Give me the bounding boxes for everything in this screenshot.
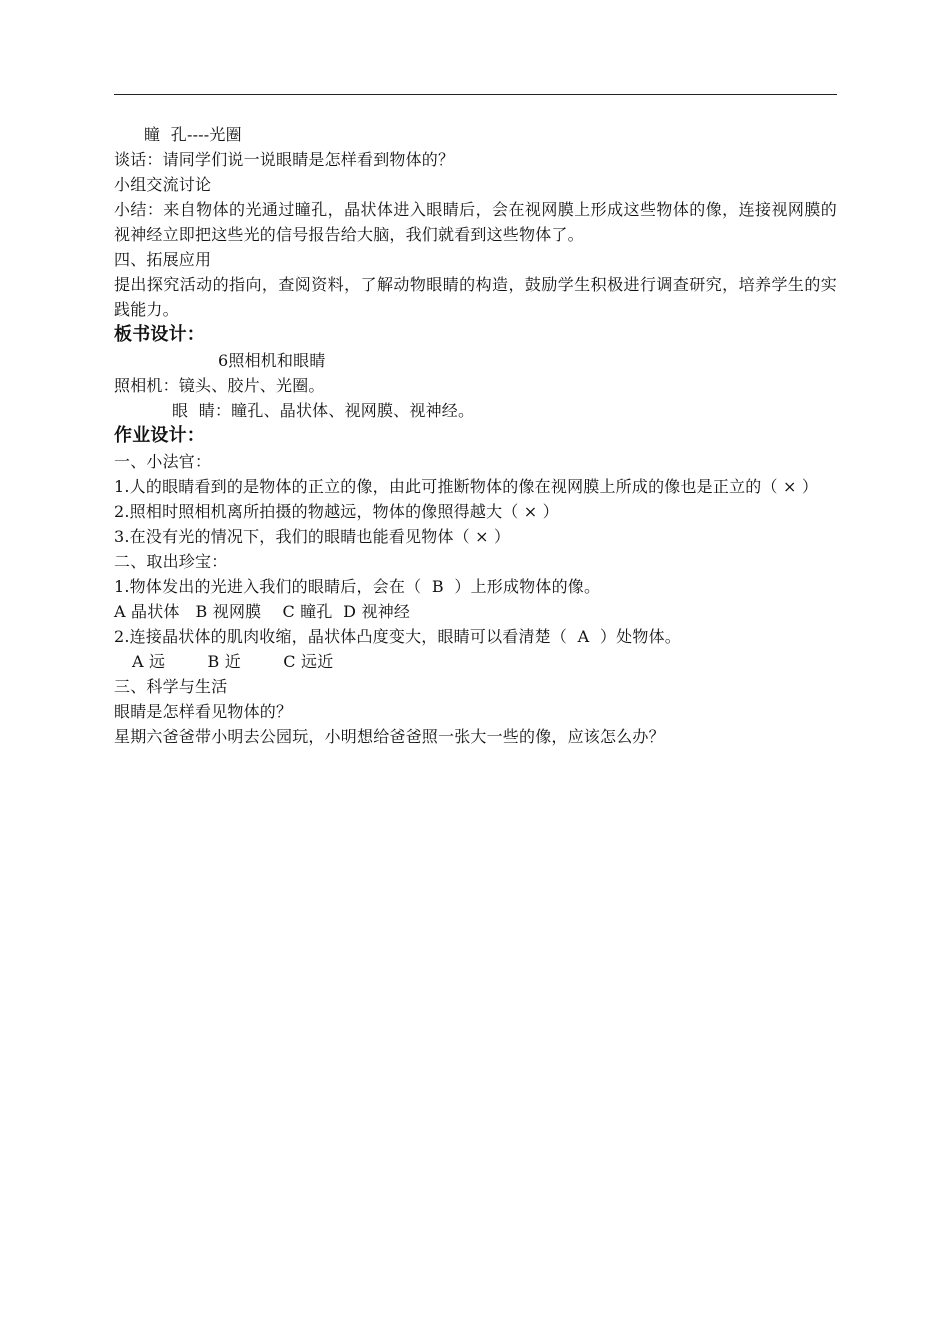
question-4-options: A 晶状体 B 视网膜 C 瞳孔 D 视神经 bbox=[114, 602, 411, 621]
board-title: 6照相机和眼睛 bbox=[218, 351, 326, 370]
question-5: 2.连接晶状体的肌肉收缩，晶状体凸度变大，眼睛可以看清楚（ A ）处物体。 bbox=[114, 627, 681, 646]
group-discussion-line: 小组交流讨论 bbox=[114, 175, 212, 194]
question-4: 1.物体发出的光进入我们的眼睛后，会在（ B ）上形成物体的像。 bbox=[114, 577, 601, 596]
header-rule bbox=[114, 94, 837, 95]
document-body bbox=[114, 122, 837, 749]
question-3: 3.在没有光的情况下，我们的眼睛也能看见物体（ × ） bbox=[114, 527, 511, 546]
homework-part2-heading: 二、取出珍宝： bbox=[114, 552, 228, 571]
homework-part3-heading: 三、科学与生活 bbox=[114, 677, 228, 696]
question-2: 2.照相时照相机离所拍摄的物越远，物体的像照得越大（ × ） bbox=[114, 502, 559, 521]
pupil-aperture-line: 瞳 孔----光圈 bbox=[144, 125, 242, 144]
summary-paragraph: 小结：来自物体的光通过瞳孔，晶状体进入眼睛后，会在视网膜上形成这些物体的像，连接视网膜的视神经立即把这些光的信号报告给大脑，我们就看到这些物体了。 bbox=[114, 200, 837, 244]
homework-heading: 作业设计： bbox=[114, 425, 205, 446]
question-1: 1.人的眼睛看到的是物体的正立的像，由此可推断物体的像在视网膜上所成的像也是正立的（ × ） bbox=[114, 477, 819, 496]
homework-part1-heading: 一、小法官： bbox=[114, 452, 212, 471]
board-design-heading: 板书设计： bbox=[114, 324, 205, 345]
question-5-options: A 远 B 近 C 远近 bbox=[132, 652, 334, 671]
board-camera-line: 照相机：镜头、胶片、光圈。 bbox=[114, 376, 325, 395]
question-7: 星期六爸爸带小明去公园玩，小明想给爸爸照一张大一些的像，应该怎么办？ bbox=[114, 727, 665, 746]
question-6: 眼睛是怎样看见物体的？ bbox=[114, 702, 293, 721]
board-eye-line: 眼 睛：瞳孔、晶状体、视网膜、视神经。 bbox=[172, 401, 475, 420]
section-extend-heading: 四、拓展应用 bbox=[114, 250, 212, 269]
extend-paragraph: 提出探究活动的指向，查阅资料，了解动物眼睛的构造，鼓励学生积极进行调查研究，培养学生的实践能力。 bbox=[114, 275, 837, 319]
talk-line: 谈话：请同学们说一说眼睛是怎样看到物体的？ bbox=[114, 150, 455, 169]
